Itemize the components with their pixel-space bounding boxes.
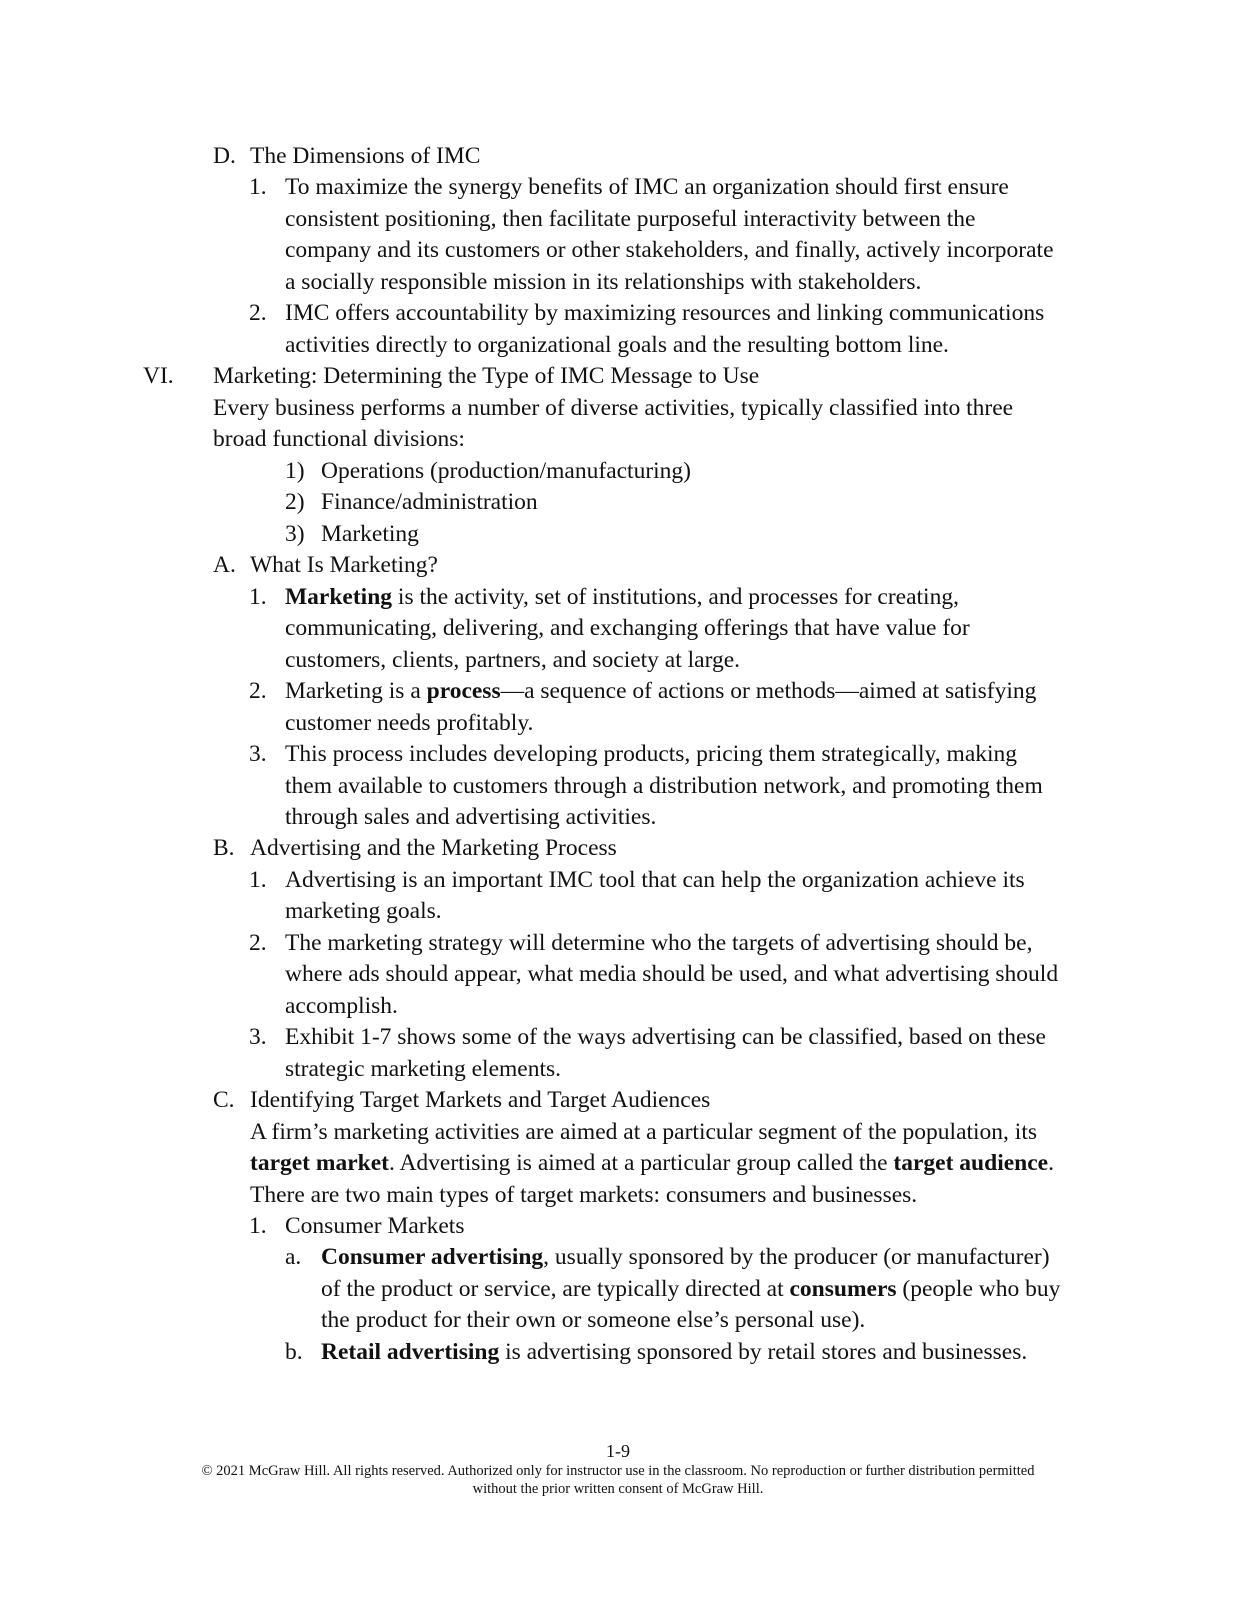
list-item-text: This process includes developing products, pricing them strategically, making [285, 741, 1018, 767]
list-item-text: communicating, delivering, and exchanging offerings that have value for [285, 615, 970, 641]
list-item-text: strategic marketing elements. [285, 1056, 562, 1082]
page-number: 1-9 [606, 1441, 630, 1461]
key-term: Marketing [285, 584, 393, 610]
list-item-text: To maximize the synergy benefits of IMC an organization should first ensure [285, 174, 1009, 200]
section-marker: C. [213, 1087, 235, 1113]
list-item-text: Marketing [321, 521, 419, 547]
list-marker: 2) [285, 489, 305, 515]
list-marker: 1. [249, 867, 267, 893]
section-marker: B. [213, 835, 235, 861]
subsection-heading: Consumer Markets [285, 1213, 465, 1239]
text-run: is advertising sponsored by retail stores and businesses. [499, 1339, 1028, 1365]
list-item-text: them available to customers through a distribution network, and promoting them [285, 773, 1043, 799]
key-term: Consumer advertising [321, 1244, 544, 1270]
section-heading: The Dimensions of IMC [250, 143, 481, 169]
list-marker: 1. [249, 584, 267, 610]
section-marker: VI. [143, 363, 174, 389]
key-term: consumers [789, 1276, 897, 1302]
text-run: . Advertising is aimed at a particular group called the [388, 1150, 894, 1176]
list-item-text: Operations (production/manufacturing) [321, 458, 692, 484]
copyright-notice: without the prior written consent of McGraw Hill. [472, 1481, 764, 1497]
paragraph-line [250, 1148, 1054, 1180]
list-marker: 3. [249, 1024, 267, 1050]
paragraph-line: A firm’s marketing activities are aimed at a particular segment of the population, its [250, 1119, 1038, 1145]
text-run: —a sequence of actions or methods—aimed at satisfying [500, 678, 1037, 704]
section-heading: What Is Marketing? [250, 552, 438, 578]
list-marker: 2. [249, 930, 267, 956]
list-marker: 3. [249, 741, 267, 767]
list-item-text: through sales and advertising activities. [285, 804, 657, 830]
list-item-text: where ads should appear, what media should be used, and what advertising should [285, 961, 1059, 987]
paragraph-line: broad functional divisions: [213, 426, 465, 452]
key-term: target audience [893, 1150, 1049, 1176]
key-term: target market [250, 1150, 389, 1176]
list-marker: 1. [249, 1213, 267, 1239]
list-item-text [321, 1242, 1050, 1274]
list-item-text [285, 676, 1036, 708]
list-item-text: marketing goals. [285, 898, 442, 924]
list-item-text: the product for their own or someone else’s personal use). [321, 1307, 866, 1333]
list-item-text [321, 1274, 1060, 1306]
key-term: Retail advertising [321, 1339, 500, 1365]
text-run: (people who buy [896, 1276, 1061, 1302]
list-item-text: Finance/administration [321, 489, 538, 515]
key-term: process [426, 678, 501, 704]
text-run: . [1048, 1150, 1054, 1176]
list-item-text [285, 582, 959, 614]
paragraph-line: Every business performs a number of diverse activities, typically classified into three [213, 395, 1014, 421]
list-item-text: activities directly to organizational goals and the resulting bottom line. [285, 332, 949, 358]
paragraph-line: There are two main types of target markets: consumers and businesses. [250, 1182, 918, 1208]
list-item-text: consistent positioning, then facilitate purposeful interactivity between the [285, 206, 976, 232]
list-marker: 3) [285, 521, 305, 547]
text-run: , usually sponsored by the producer (or manufacturer) [543, 1244, 1050, 1270]
list-item-text: accomplish. [285, 993, 398, 1019]
list-marker: 1. [249, 174, 267, 200]
list-marker: a. [285, 1244, 302, 1270]
list-item-text: Advertising is an important IMC tool that can help the organization achieve its [285, 867, 1025, 893]
list-item-text: IMC offers accountability by maximizing resources and linking communications [285, 300, 1045, 326]
text-run: of the product or service, are typically directed at [321, 1276, 790, 1302]
list-item-text: customers, clients, partners, and society at large. [285, 647, 741, 673]
text-run: is the activity, set of institutions, and processes for creating, [392, 584, 959, 610]
list-marker: 2. [249, 300, 267, 326]
list-marker: b. [285, 1339, 303, 1365]
list-item-text: The marketing strategy will determine who the targets of advertising should be, [285, 930, 1033, 956]
section-heading: Marketing: Determining the Type of IMC Message to Use [213, 363, 760, 389]
list-marker: 2. [249, 678, 267, 704]
section-heading: Identifying Target Markets and Target Audiences [250, 1087, 711, 1113]
list-item-text [321, 1337, 1027, 1369]
copyright-notice: © 2021 McGraw Hill. All rights reserved. Authorized only for instructor use in the classroom. No reproduction or further distribution permitted [201, 1463, 1035, 1479]
list-item-text: customer needs profitably. [285, 710, 534, 736]
list-item-text: Exhibit 1-7 shows some of the ways advertising can be classified, based on these [285, 1024, 1046, 1050]
section-heading: Advertising and the Marketing Process [250, 835, 617, 861]
list-item-text: a socially responsible mission in its relationships with stakeholders. [285, 269, 922, 295]
list-marker: 1) [285, 458, 305, 484]
section-marker: D. [213, 143, 236, 169]
list-item-text: company and its customers or other stakeholders, and finally, actively incorporate [285, 237, 1054, 263]
text-run: Marketing is a [285, 678, 427, 704]
section-marker: A. [213, 552, 236, 578]
